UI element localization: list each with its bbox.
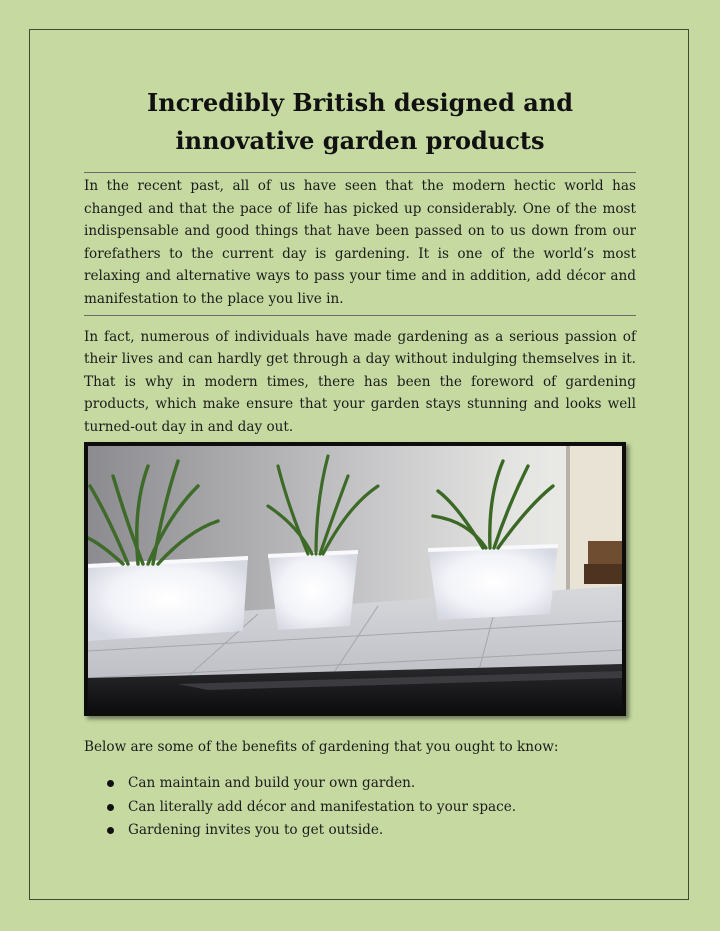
list-item bbox=[84, 772, 636, 796]
benefits-list bbox=[84, 772, 636, 843]
benefits-intro: Below are some of the benefits of gardening that you ought to know: bbox=[84, 739, 559, 755]
list-item-text: Can literally add décor and manifestation to your space. bbox=[128, 798, 517, 815]
bullet-icon bbox=[107, 780, 114, 787]
illuminated-planters-photo bbox=[88, 446, 622, 712]
bullet-icon bbox=[107, 827, 114, 834]
list-item bbox=[84, 819, 636, 843]
list-item-text: Gardening invites you to get outside. bbox=[128, 822, 384, 838]
paragraph-passion: In fact, numerous of individuals have made gardening as a serious passion of their lives and can hardly get through a day without indulging themselves in it. That is why in modern times, there has been the foreword of gardening products, which make ensure that your garden stays stunning and looks well turned-out day in and day out. bbox=[84, 328, 636, 435]
benefits-section bbox=[84, 736, 636, 843]
paragraph-intro: In the recent past, all of us have seen that the modern hectic world has changed and that the pace of life has picked up considerably. One of the most indispensable and good things that have been passed on to us down from our forefathers to the current day is gardening. It is one of the world’s most relaxing and alternative ways to pass your time and in addition, add décor and manifestation to the place you live in. bbox=[84, 178, 636, 307]
list-item-text: Can maintain and build your own garden. bbox=[128, 775, 416, 791]
bullet-icon bbox=[107, 804, 114, 811]
document-body bbox=[84, 84, 636, 439]
list-item bbox=[84, 796, 636, 820]
planter-photo-frame bbox=[84, 442, 626, 716]
document-title: Incredibly British designed and innovative garden products bbox=[147, 88, 573, 155]
